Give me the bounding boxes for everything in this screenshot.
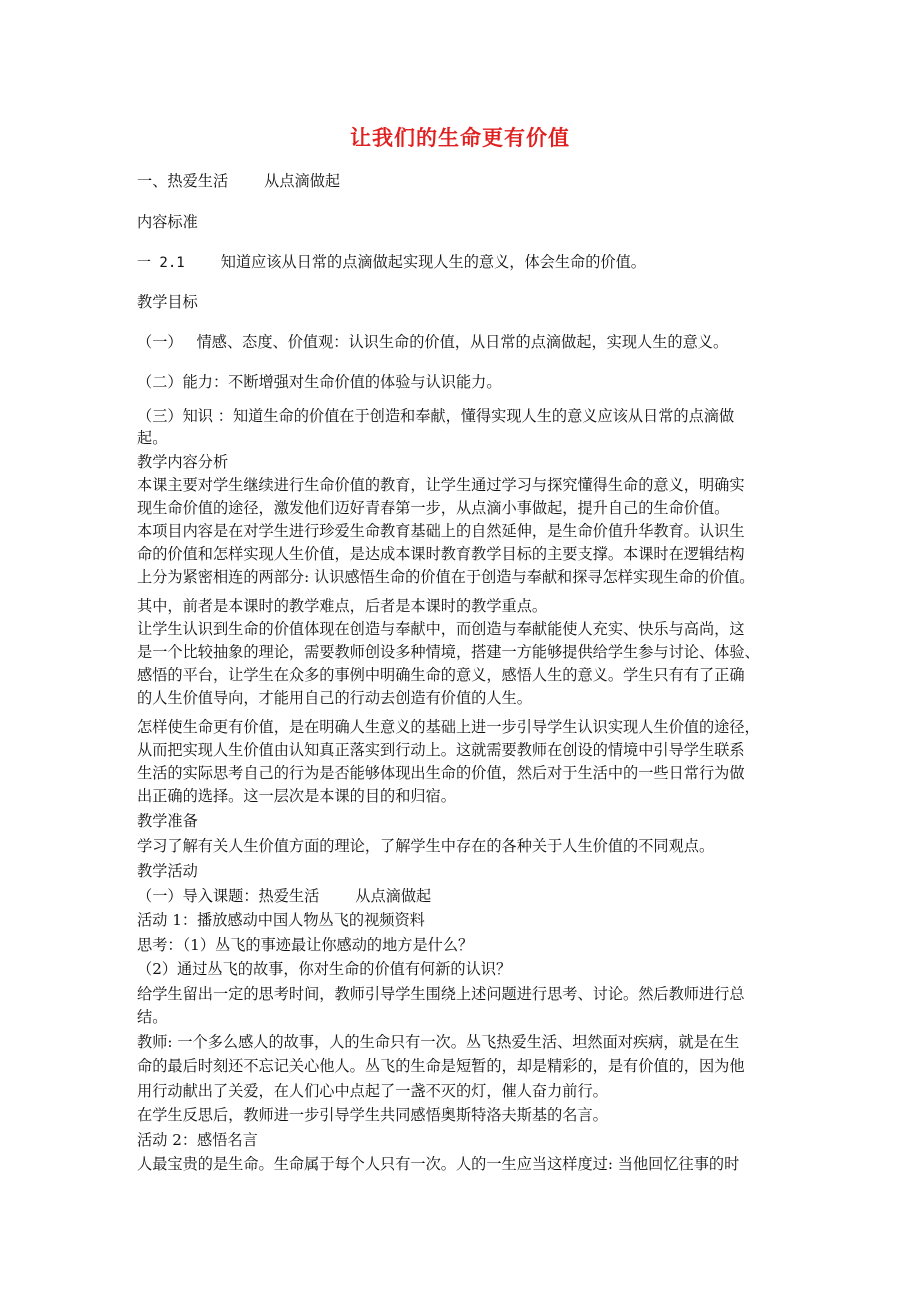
paragraph-line: 从而把实现人生价值由认知真正落实到行动上。这就需要教师在创设的情境中引导学生联系 (137, 741, 745, 759)
paragraph-line: （2）通过丛飞的故事，你对生命的价值有何新的认识？ (137, 960, 512, 978)
paragraph-line: 活动 2：感悟名言 (137, 1131, 258, 1149)
paragraph-line: 感悟的平台，让学生在众多的事例中明确生命的意义，感悟人生的意义。学生只有有了正确 (137, 666, 745, 684)
paragraph-line: 教学活动 (137, 862, 198, 880)
standard-code: 一 2.1 (137, 255, 185, 271)
goal-continuation: 起。 (137, 429, 168, 447)
intro-activity-subtitle: 从点滴做起 (355, 887, 432, 905)
paragraph-line: 教学准备 (137, 812, 198, 830)
paragraph-line: 用行动献出了关爱，在人们心中点起了一盏不灭的灯，催人奋力前行。 (137, 1082, 608, 1100)
paragraph-line: 教师: 一个多么感人的故事，人的生命只有一次。丛飞热爱生活、坦然面对疾病，就是在生 (137, 1033, 740, 1051)
standard-item (137, 251, 787, 274)
section-heading (137, 170, 787, 192)
goal-text: 情感、态度、价值观：认识生命的价值，从日常的点滴做起，实现人生的意义。 (196, 333, 729, 351)
paragraph-line: 是一个比较抽象的理论，需要教师创设多种情境，搭建一方能够提供给学生参与讨论、体验、 (137, 643, 760, 661)
paragraph-line: 上分为紧密相连的两部分: 认识感悟生命的价值在于创造与奉献和探寻怎样实现生命的价值。 (137, 568, 755, 586)
paragraph-line: 命的价值和怎样实现人生价值，是达成本课时教育教学目标的主要支撑。本课时在逻辑结构 (137, 545, 745, 563)
paragraph-line: 教学内容分析 (137, 453, 229, 471)
paragraph-line: 其中，前者是本课时的教学难点，后者是本课时的教学重点。 (137, 597, 548, 615)
goal-item (137, 331, 787, 353)
paragraph-line: 活动 1：播放感动中国人物丛飞的视频资料 (137, 911, 425, 929)
goal-item (137, 371, 787, 393)
goal-text: 知识 ：知道生命的价值在于创造和奉献，懂得实现人生的意义应该从日常的点滴做 (182, 407, 735, 425)
paragraph-line: 结。 (137, 1008, 168, 1026)
goal-prefix: （三） (137, 407, 183, 425)
paragraph-line: 命的最后时刻还不忘记关心他人。丛飞的生命是短暂的，却是精彩的，是有价值的，因为他 (137, 1057, 745, 1075)
goal-prefix: （二） (137, 373, 183, 391)
paragraph-line: 思考：（1）丛飞的事迹最让你感动的地方是什么？ (137, 936, 474, 954)
intro-activity-label: （一）导入课题：热爱生活 (137, 887, 320, 905)
paragraph-line: 本项目内容是在对学生进行珍爱生命教育基础上的自然延伸，是生命价值升华教育。认识生 (137, 522, 745, 540)
paragraph-line: 让学生认识到生命的价值体现在创造与奉献中，而创造与奉献能使人充实、快乐与高尚，这 (137, 620, 745, 638)
section-subtitle: 从点滴做起 (264, 172, 341, 190)
goal-text: 能力：不断增强对生命价值的体验与认识能力。 (182, 373, 502, 391)
goals-heading: 教学目标 (137, 293, 198, 311)
paragraph-line: 给学生留出一定的思考时间，教师引导学生围绕上述问题进行思考、讨论。然后教师进行总 (137, 985, 745, 1003)
paragraph-line: 在学生反思后，教师进一步引导学生共同感悟奥斯特洛夫斯基的名言。 (137, 1106, 608, 1124)
document-title: 让我们的生命更有价值 (350, 125, 570, 150)
paragraph-line: 怎样使生命更有价值，是在明确人生意义的基础上进一步引导学生认识实现人生价值的途径， (137, 718, 760, 736)
paragraph-line: 现生命价值的途径，激发他们迈好青春第一步，从点滴小事做起，提升自己的生命价值。 (137, 499, 730, 517)
paragraph-line: 本课主要对学生继续进行生命价值的教育，让学生通过学习与探究懂得生命的意义，明确实 (137, 476, 745, 494)
standard-text: 知道应该从日常的点滴做起实现人生的意义，体会生命的价值。 (220, 253, 646, 271)
content-standard-heading: 内容标准 (137, 213, 198, 231)
paragraph-line: 人最宝贵的是生命。生命属于每个人只有一次。人的一生应当这样度过: 当他回忆往事的时 (137, 1155, 740, 1173)
goal-item (137, 405, 787, 427)
paragraph-line: 出正确的选择。这一层次是本课的目的和归宿。 (137, 787, 456, 805)
section-label: 一、热爱生活 (137, 172, 229, 190)
paragraph-line: 生活的实际思考自己的行为是否能够体现出生命的价值，然后对于生活中的一些日常行为做 (137, 764, 745, 782)
paragraph-line: 的人生价值导向，才能用自己的行动去创造有价值的人生。 (137, 689, 532, 707)
goal-prefix: （一） (137, 333, 183, 351)
paragraph-line: 学习了解有关人生价值方面的理论，了解学生中存在的各种关于人生价值的不同观点。 (137, 837, 715, 855)
intro-activity (137, 885, 787, 907)
